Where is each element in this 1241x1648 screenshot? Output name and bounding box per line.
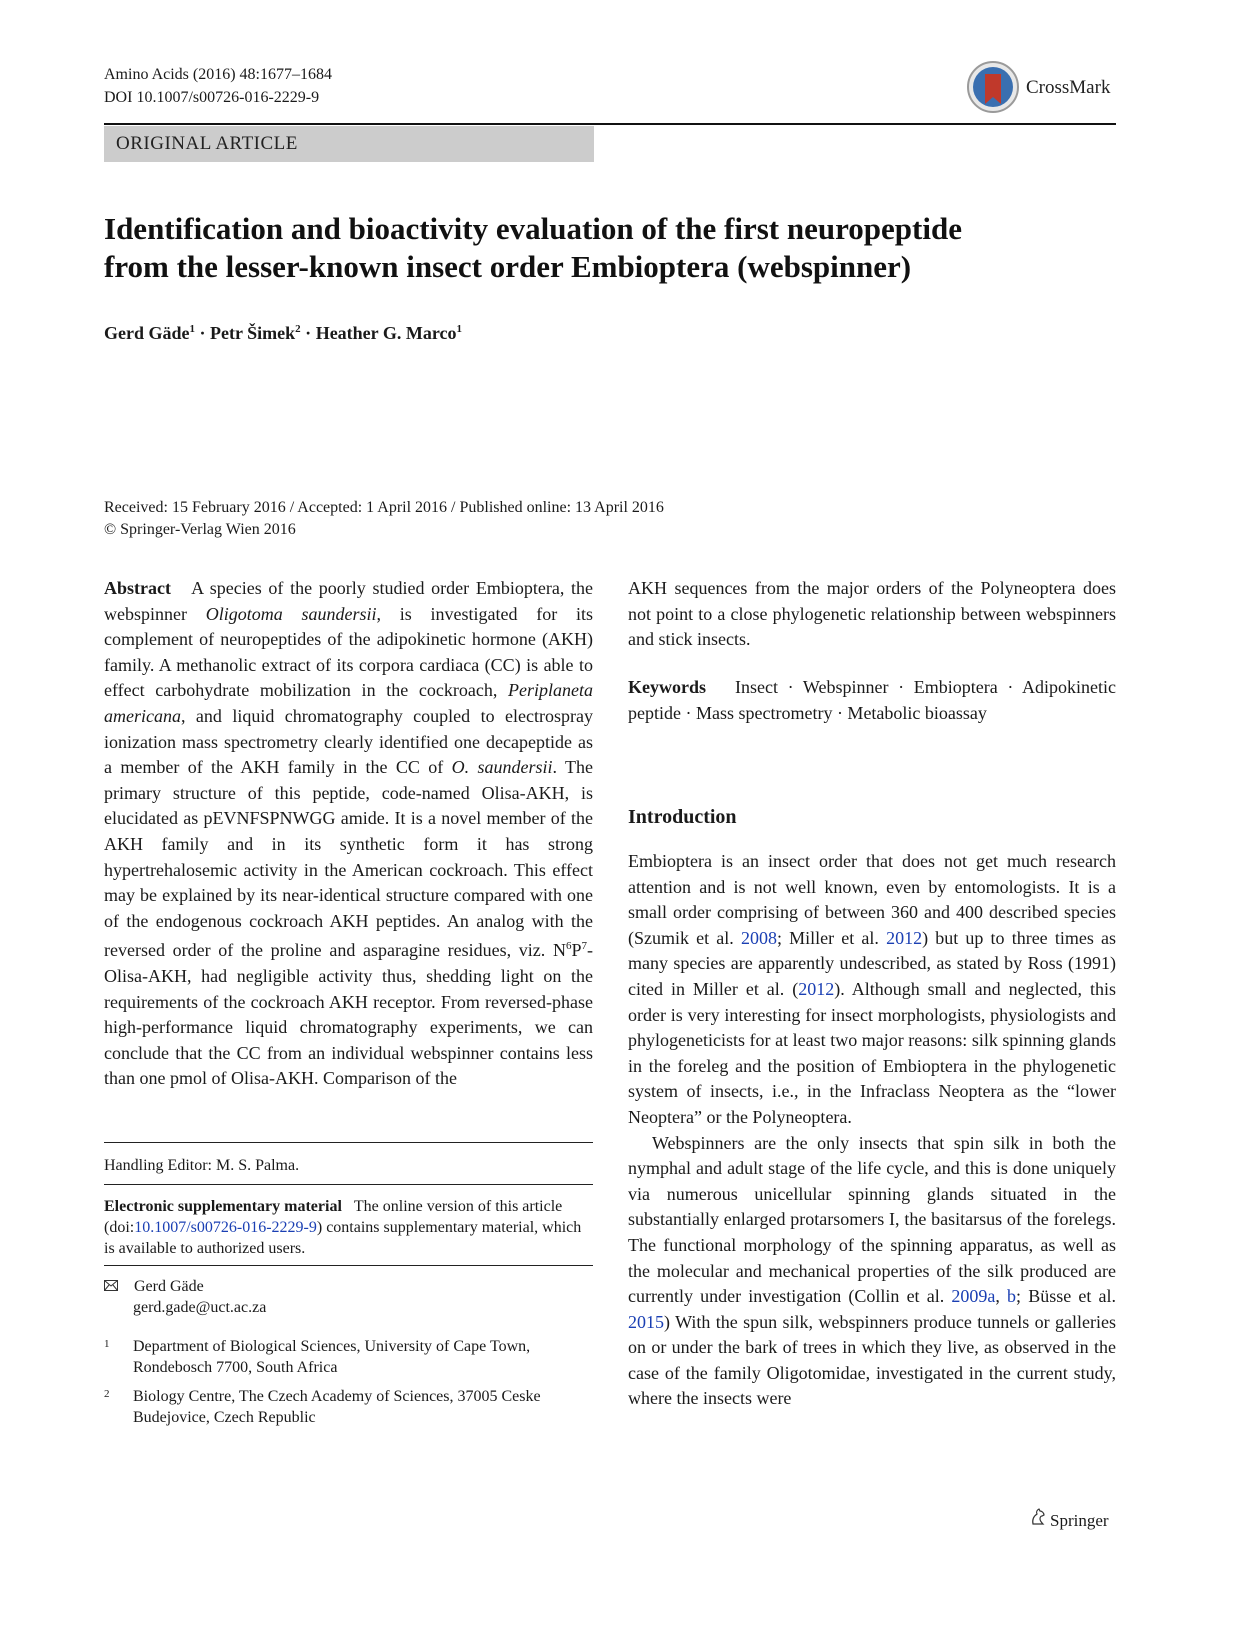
article-title <box>104 210 1064 286</box>
author-separator: · <box>195 323 211 343</box>
citation-link[interactable]: 2012 <box>886 927 923 948</box>
keywords-label: Keywords <box>628 677 706 697</box>
corresponding-author <box>104 1276 266 1318</box>
text-run: ) With the spun silk, webspinners produce tunnels or galleries on or under the bark of trees in which they live, as observed in the case of the family Oligotomidae, investigated in the current study, where the insects were <box>628 1311 1116 1409</box>
copyright-line: © Springer-Verlag Wien 2016 <box>104 521 296 538</box>
text-run: Embioptera is an insect order that does not get much research attention and is not well known, even by entomologists. It is a small order comprising of between 360 and 400 described species (Szumik et al. <box>628 851 1116 948</box>
title-line-1: Identification and bioactivity evaluation of the first neuropeptide <box>104 211 962 246</box>
citation-link[interactable]: 2008 <box>740 927 777 948</box>
springer-horse-icon <box>1030 1508 1046 1531</box>
title-line-2: from the lesser-known insect order Embioptera (webspinner) <box>104 249 912 284</box>
footnote-divider <box>104 1184 593 1185</box>
abstract-text-run: , and liquid chromatography coupled to electrospray ionization mass spectrometry clearly identified one decapeptide as a member of the AKH family in the CC of <box>104 705 593 778</box>
author-name[interactable]: Gerd Gäde <box>104 323 190 343</box>
abstract-continued <box>628 576 1116 653</box>
footnote-divider <box>104 1265 593 1266</box>
article-type-bar <box>104 126 594 162</box>
header-rule <box>104 123 1116 125</box>
abstract-text-run: A species of the poorly studied order Embioptera, the webspinner <box>104 578 593 624</box>
keywords-text: Insect · Webspinner · Embioptera · Adipokinetic peptide · Mass spectrometry · Metabolic bioassay <box>628 677 1117 723</box>
superscript: 6 <box>565 940 572 953</box>
esm-text: The online version of this article (doi: <box>104 1198 563 1236</box>
abstract-text-run: -Olisa-AKH, had negligible activity thus, shedding light on the requirements of the cockroach AKH receptor. From reversed-phase high-performance liquid chromatography experiments, we can conclude that the CC from an individual webspinner contains less than one pmol of Olisa-AKH. Comparison of the <box>104 940 593 1089</box>
abstract-text <box>104 576 593 1092</box>
article-type-label: ORIGINAL ARTICLE <box>116 133 298 154</box>
publisher-logo <box>1030 1508 1109 1531</box>
journal-line: Amino Acids (2016) 48:1677–1684 <box>104 66 332 83</box>
citation-link[interactable]: 2012 <box>798 978 835 999</box>
abstract-text-run: , is investigated for its complement of neuropeptides of the adipokinetic hormone (AKH) family. A methanolic extract of its corpora cardiaca (CC) is able to effect carbohydrate mobilization in the cockroach, <box>104 603 593 701</box>
paragraph <box>628 849 1116 1131</box>
abstract-text-run: . The primary structure of this peptide, code-named Olisa-AKH, is elucidated as pEVNFSPNWGG amide. It is a novel member of the AKH family and in its synthetic form it has strong hypertrehalosemic activity in the American cockroach. This effect may be explained by its near-identical structure compared with one of the endogenous cockroach AKH peptides. An analog with the reversed order of the proline and asparagine residues, viz. N <box>104 757 593 961</box>
affiliation-number: 2 <box>104 1388 110 1400</box>
text-run: , <box>995 1286 1008 1307</box>
abstract-label: Abstract <box>104 578 171 598</box>
esm-doi-link[interactable]: 10.1007/s00726-016-2229-9 <box>134 1219 317 1236</box>
publication-dates <box>104 497 664 541</box>
mail-icon <box>104 1276 120 1297</box>
species-name: Oligotoma saundersii <box>205 603 377 624</box>
citation-link[interactable]: 2009a <box>951 1286 996 1307</box>
species-name: Periplaneta americana <box>104 680 593 726</box>
doi-line: DOI 10.1007/s00726-016-2229-9 <box>104 89 320 106</box>
affiliation-text: Department of Biological Sciences, University of Cape Town, Rondebosch 7700, South Africa <box>133 1338 531 1376</box>
section-heading-introduction: Introduction <box>628 806 737 828</box>
footnote-divider <box>104 1142 593 1143</box>
text-run: ; Miller et al. <box>776 927 887 948</box>
author-separator: · <box>300 323 316 343</box>
publisher-name: Springer <box>1050 1511 1109 1530</box>
crossmark-badge[interactable] <box>966 60 1116 116</box>
superscript: 7 <box>581 940 587 953</box>
affiliation-marker: 1 <box>189 323 195 335</box>
esm-text: ) contains supplementary material, which is available to authorized users. <box>104 1219 582 1257</box>
abstract-continued-text: AKH sequences from the major orders of the Polyneoptera does not point to a close phylogenetic relationship between webspinners and stick insects. <box>628 578 1116 650</box>
handling-editor: Handling Editor: M. S. Palma. <box>104 1157 300 1174</box>
author-name[interactable]: Heather G. Marco <box>315 323 457 343</box>
author-name[interactable]: Petr Šimek <box>210 323 296 343</box>
esm-note <box>104 1196 593 1259</box>
contact-name: Gerd Gäde <box>134 1278 204 1295</box>
affiliation-text: Biology Centre, The Czech Academy of Sciences, 37005 Ceske Budejovice, Czech Republic <box>133 1388 541 1426</box>
affiliation-number: 1 <box>104 1338 110 1350</box>
affiliation-marker: 2 <box>295 323 301 335</box>
contact-email[interactable]: gerd.gade@uct.ac.za <box>133 1299 267 1316</box>
abstract-text-run: P <box>571 940 582 961</box>
text-run: ). Although small and neglected, this order is very interesting for insect morphologists, physiologists and phylogeneticists for at least two major reasons: silk spinning glands in the foreleg and the position of Embioptera in the phylogenetic system of insects, i.e., in the Infraclass Neoptera as the “lower Neoptera” or the Polyneoptera. <box>628 978 1116 1127</box>
crossmark-label: CrossMark <box>1026 77 1111 98</box>
esm-label: Electronic supplementary material <box>104 1198 342 1215</box>
text-run: ; Büsse et al. <box>1016 1286 1116 1307</box>
author-list <box>104 323 462 344</box>
affiliation-marker: 1 <box>456 323 462 335</box>
crossmark-icon <box>966 60 1020 114</box>
keywords <box>628 675 1116 726</box>
dates-line: Received: 15 February 2016 / Accepted: 1 April 2016 / Published online: 13 April 2016 <box>104 499 664 516</box>
citation-link[interactable]: 2015 <box>628 1311 664 1332</box>
species-name: O. saundersii <box>451 757 553 778</box>
paragraph <box>628 1131 1116 1413</box>
introduction-body <box>628 849 1116 1412</box>
affiliation-2 <box>104 1386 593 1428</box>
text-run: Webspinners are the only insects that spin silk in both the nymphal and adult stage of the life cycle, and this is done uniquely via numerous unicellular spinning glands situated in the substantially enlarged protarsomers I, the basitarsus of the forelegs. The functional morphology of the spinning apparatus, as well as the molecular and mechanical properties of the silk produced are currently under investigation (Collin et al. <box>628 1132 1116 1307</box>
journal-citation <box>104 63 332 109</box>
citation-link[interactable]: b <box>1007 1286 1017 1307</box>
abstract <box>104 576 593 1092</box>
text-run: ) but up to three times as many species are apparently undescribed, as stated by Ross (1991) cited in Miller et al. ( <box>628 927 1116 999</box>
affiliation-1 <box>104 1336 593 1378</box>
